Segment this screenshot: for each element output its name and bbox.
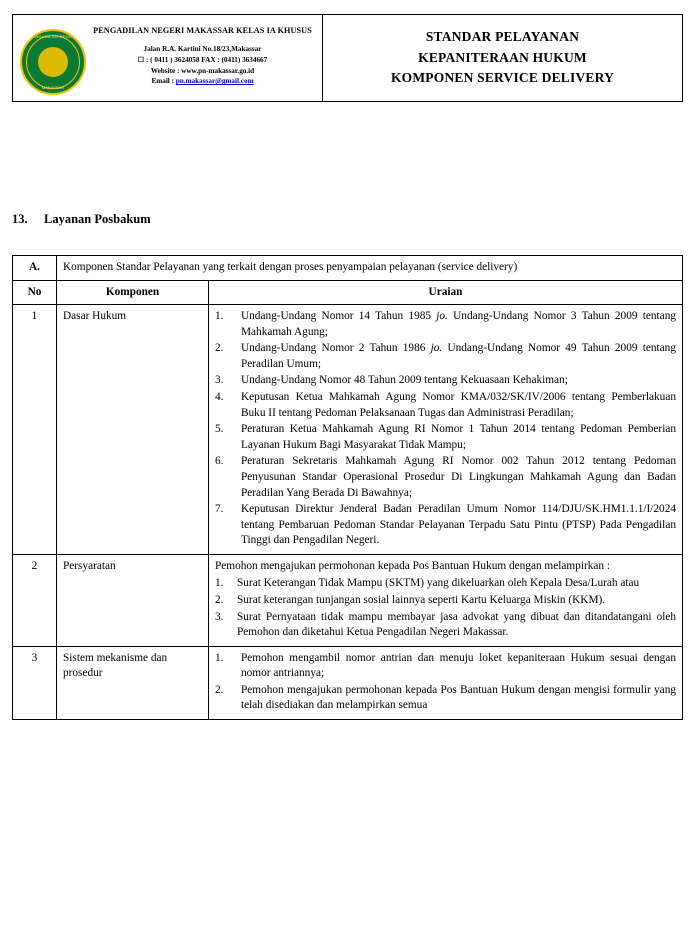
institution-address: Jalan R.A. Kartini No.18/23,Makassar: [143, 45, 262, 54]
emblem-arc-bottom: MAKASSAR: [41, 85, 65, 90]
institution-website: Website : www.pn-makassar.go.id: [150, 66, 255, 75]
group-description: Komponen Standar Pelayanan yang terkait dengan proses penyampaian pelayanan (service delivery): [57, 256, 683, 281]
table-row: [13, 305, 683, 555]
cell-komponen: Persyaratan: [57, 554, 209, 646]
cell-uraian: [209, 646, 683, 719]
column-header-no: No: [13, 280, 57, 305]
list-item-emphasis: jo.: [430, 342, 443, 355]
list-marker: 2.: [215, 683, 224, 696]
cell-uraian: [209, 554, 683, 646]
list-marker: 2.: [215, 342, 224, 355]
document-title-block: [323, 15, 682, 101]
list-item-text: Peraturan Ketua Mahkamah Agung RI Nomor 1 Tahun 2014 tentang Pedoman Pemberian Layanan Hukum Bagi Masyarakat Tidak Mampu;: [241, 423, 676, 451]
list-item-text: Keputusan Ketua Mahkamah Agung Nomor KMA/032/SK/IV/2006 tentang Pemberlakuan Buku II tentang Pedoman Pelaksanaan Tugas dan Administrasi Peradilan;: [241, 391, 676, 419]
list-item: [215, 576, 676, 592]
list-item: [215, 309, 676, 340]
section-number: 13.: [12, 212, 28, 226]
institution-name: PENGADILAN NEGERI MAKASSAR KELAS IA KHUSUS: [93, 26, 312, 35]
list-marker: 4.: [215, 391, 224, 404]
list-marker: 7.: [215, 503, 224, 516]
list-item-text: Undang-Undang Nomor 14 Tahun 1985: [241, 310, 437, 323]
emblem-arc-top: PENGADILAN NEGERI: [29, 34, 77, 39]
list-item-text: Surat Keterangan Tidak Mampu (SKTM) yang dikeluarkan oleh Kepala Desa/Lurah atau: [237, 577, 640, 590]
cell-no: 2: [13, 554, 57, 646]
column-header-komponen: Komponen: [57, 280, 209, 305]
section-heading: [12, 212, 683, 227]
list-item-text: Keputusan Direktur Jenderal Badan Peradilan Umum Nomor 114/DJU/SK.HM1.1.1/I/2024 tentang Pembaruan Pedoman Standar Pelayanan Terpadu Satu Pintu (PTSP) Pada Pengadilan Tinggi dan Pengadilan Negeri.: [241, 503, 676, 547]
cell-komponen: Dasar Hukum: [57, 305, 209, 555]
institution-email-line: [89, 76, 316, 87]
uraian-list: [215, 651, 676, 714]
list-item: [215, 454, 676, 501]
email-label: Email :: [151, 77, 174, 86]
court-emblem-icon: [20, 29, 86, 95]
institution-phone: ☐ : ( 0411 ) 3624058 FAX : (0411) 3634667: [137, 55, 268, 64]
list-item-text: Undang-Undang Nomor 3 Tahun 2009 tentang Mahkamah Agung;: [241, 310, 676, 338]
list-item-text: Pemohon mengambil nomor antrian dan menuju loket kepaniteraan Hukum sesuai dengan nomor antriannya;: [241, 651, 676, 680]
section-title: Layanan Posbakum: [44, 212, 151, 226]
letterhead-left: [13, 15, 323, 101]
list-item: [215, 502, 676, 549]
list-marker: 1.: [215, 310, 224, 323]
letterhead: [12, 14, 683, 102]
service-delivery-table: [12, 255, 683, 720]
document-title-line-1: STANDAR PELAYANAN: [425, 28, 580, 44]
cell-uraian: [209, 305, 683, 555]
table-group-header-row: [13, 256, 683, 281]
list-marker: 5.: [215, 423, 224, 436]
list-item: [215, 651, 676, 682]
list-item: [215, 683, 676, 714]
cell-no: 1: [13, 305, 57, 555]
table-column-header-row: [13, 280, 683, 305]
group-letter: A.: [13, 256, 57, 281]
cell-komponen: Sistem mekanisme dan prosedur: [57, 646, 209, 719]
list-item-text: Undang-Undang Nomor 48 Tahun 2009 tentang Kekuasaan Kehakiman;: [241, 374, 568, 387]
list-marker: 3.: [215, 374, 224, 387]
list-marker: 3.: [215, 610, 224, 623]
uraian-list: [215, 309, 676, 549]
email-link[interactable]: pn.makassar@gmail.com: [175, 77, 254, 86]
list-marker: 2.: [215, 593, 224, 606]
list-item-text: Undang-Undang Nomor 49 Tahun 2009 tentang Peradilan Umum;: [241, 342, 676, 370]
list-item: [215, 610, 676, 641]
list-item: [215, 390, 676, 421]
list-item: [215, 341, 676, 372]
column-header-uraian: Uraian: [209, 280, 683, 305]
cell-no: 3: [13, 646, 57, 719]
list-item-text: Pemohon mengajukan permohonan kepada Pos Bantuan Hukum dengan mengisi formulir yang telah disediakan dan melampirkan semua: [241, 683, 676, 712]
list-item-text: Surat keterangan tunjangan sosial lainnya seperti Kartu Keluarga Miskin (KKM).: [237, 593, 606, 606]
list-item: [215, 593, 676, 609]
list-item: [215, 373, 676, 389]
list-item: [215, 422, 676, 453]
list-marker: 1.: [215, 577, 224, 590]
list-item-text: Undang-Undang Nomor 2 Tahun 1986: [241, 342, 431, 355]
list-marker: 6.: [215, 455, 224, 468]
table-row: [13, 646, 683, 719]
document-page: [0, 14, 695, 942]
uraian-list: [215, 576, 676, 640]
list-marker: 1.: [215, 651, 224, 664]
uraian-intro: Pemohon mengajukan permohonan kepada Pos Bantuan Hukum dengan melampirkan :: [215, 559, 610, 572]
document-title-line-2: KEPANITERAAN HUKUM: [418, 49, 587, 65]
logo-container: [17, 21, 89, 95]
letterhead-text: [89, 21, 318, 87]
table-row: [13, 554, 683, 646]
table-body: [13, 256, 683, 720]
list-item-text: Peraturan Sekretaris Mahkamah Agung RI Nomor 002 Tahun 2012 tentang Pedoman Penyusunan Standar Operasional Prosedur Di Lingkungan Mahkamah Agung dan Badan Peradilan Yang Berada Di Bawahnya;: [241, 455, 676, 499]
list-item-text: Surat Pernyataan tidak mampu membayar jasa advokat yang dibuat dan ditandatangani oleh Pemohon dan diketahui Ketua Pengadilan Negeri Makassar.: [237, 610, 676, 639]
list-item-emphasis: jo.: [436, 310, 448, 323]
document-title-line-3: KOMPONEN SERVICE DELIVERY: [390, 70, 615, 86]
